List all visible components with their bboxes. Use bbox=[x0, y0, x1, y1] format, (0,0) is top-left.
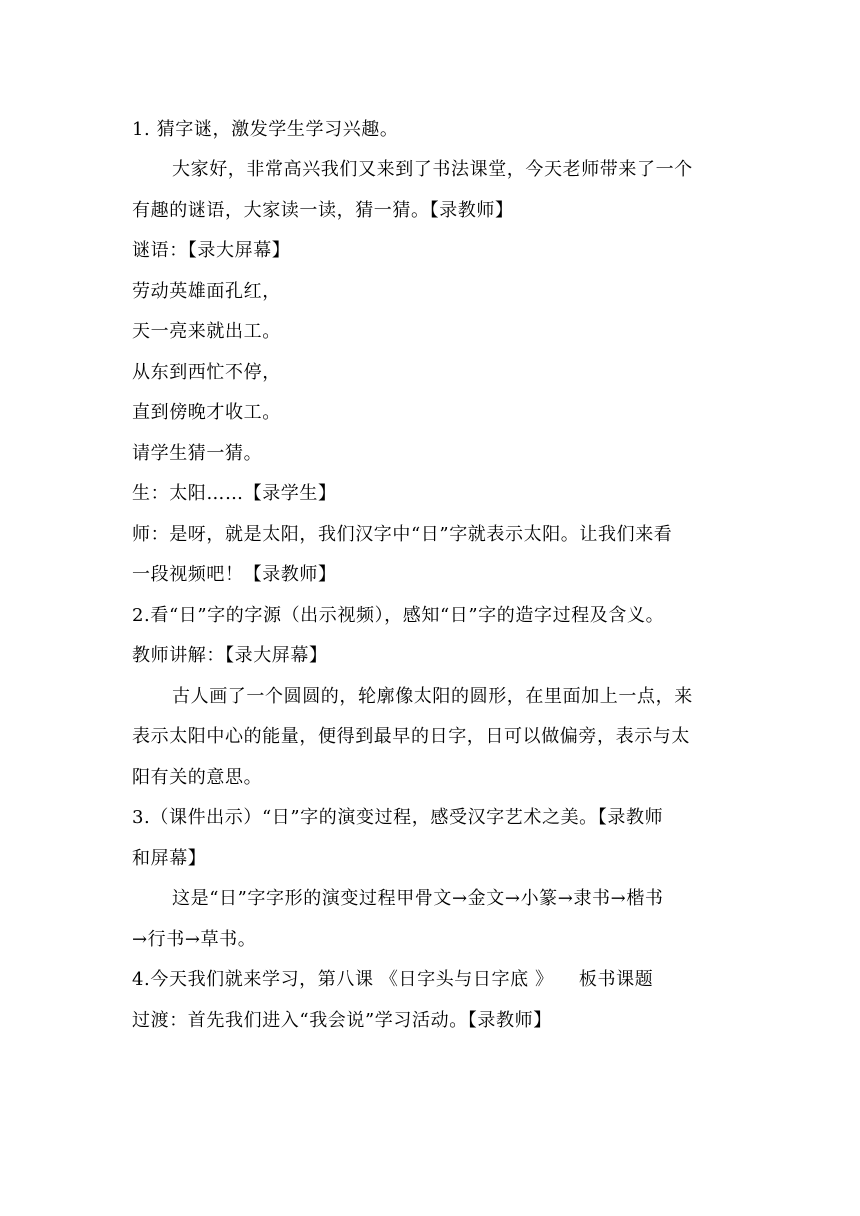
riddle-line: 劳动英雄面孔红， bbox=[132, 281, 281, 302]
step-4-heading: 4.今天我们就来学习，第八课 《日字头与日字底 》 板书课题 bbox=[132, 969, 654, 990]
teacher-line: 师：是呀，就是太阳，我们汉字中“日”字就表示太阳。让我们来看 bbox=[132, 524, 673, 545]
riddle-line: 天一亮来就出工。 bbox=[132, 321, 281, 342]
paragraph-line: 和屏幕】 bbox=[132, 848, 207, 869]
riddle-line: 直到傍晚才收工。 bbox=[132, 402, 281, 423]
transition-line: 过渡：首先我们进入“我会说”学习活动。【录教师】 bbox=[132, 1010, 552, 1031]
step-1-heading: 1. 猜字谜，激发学生学习兴趣。 bbox=[132, 119, 399, 140]
riddle-label: 谜语：【录大屏幕】 bbox=[132, 240, 291, 261]
teacher-line: 一段视频吧！【录教师】 bbox=[132, 564, 337, 585]
step-3-heading: 3.（课件出示）“日”字的演变过程，感受汉字艺术之美。【录教师 bbox=[132, 807, 664, 828]
student-answer: 生：太阳……【录学生】 bbox=[132, 483, 337, 504]
step-2-heading: 2.看“日”字的字源（出示视频），感知“日”字的造字过程及含义。 bbox=[132, 605, 665, 626]
paragraph-line: 大家好，非常高兴我们又来到了书法课堂，今天老师带来了一个 bbox=[172, 159, 693, 180]
paragraph-line: 有趣的谜语，大家读一读，猜一猜。【录教师】 bbox=[132, 200, 514, 221]
paragraph-line: 古人画了一个圆圆的，轮廓像太阳的圆形，在里面加上一点，来 bbox=[172, 686, 693, 707]
paragraph-line: 请学生猜一猜。 bbox=[132, 443, 263, 464]
paragraph-line: 这是“日”字字形的演变过程甲骨文→金文→小篆→隶书→楷书 bbox=[172, 888, 664, 909]
paragraph-line: →行书→草书。 bbox=[132, 929, 257, 950]
paragraph-line: 表示太阳中心的能量，便得到最早的日字，日可以做偏旁，表示与太 bbox=[132, 726, 690, 747]
paragraph-line: 阳有关的意思。 bbox=[132, 767, 263, 788]
riddle-line: 从东到西忙不停， bbox=[132, 362, 281, 383]
paragraph-line: 教师讲解：【录大屏幕】 bbox=[132, 645, 328, 666]
